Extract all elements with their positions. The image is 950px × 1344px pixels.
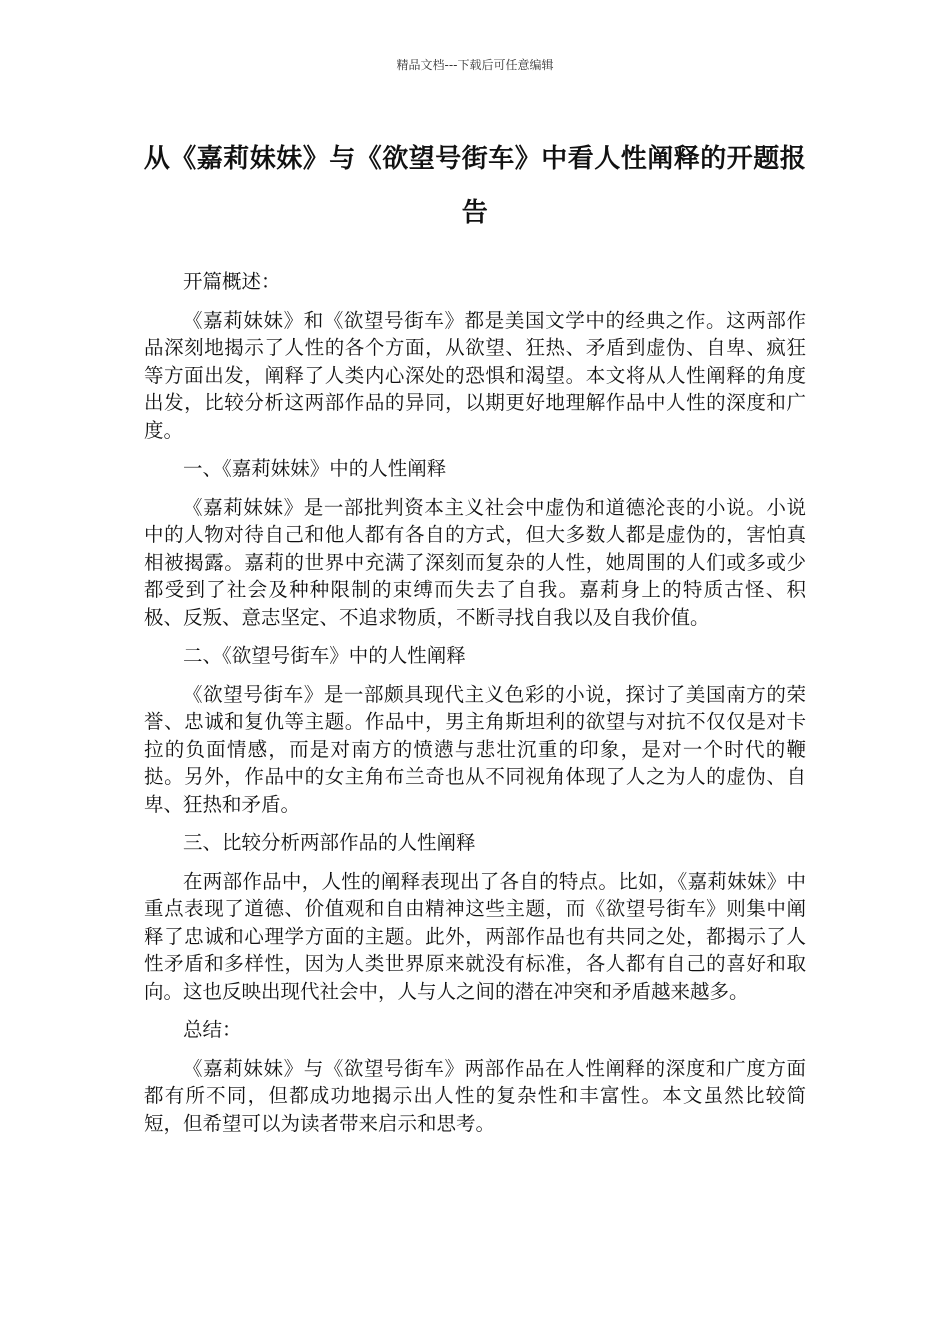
paragraph-summary: 《嘉莉妹妹》与《欲望号街车》两部作品在人性阐释的深度和广度方面都有所不同，但都成功地揭示出人性的复杂性和丰富性。本文虽然比较简短，但希望可以为读者带来启示和思考。 [144, 1056, 806, 1135]
document-title: 从《嘉莉妹妹》与《欲望号街车》中看人性阐释的开题报告 [143, 144, 807, 228]
document-body [144, 268, 806, 1148]
section-heading-summary: 总结： [183, 1018, 242, 1041]
section-heading-comparison: 三、比较分析两部作品的人性阐释 [183, 831, 476, 854]
paragraph-streetcar: 《欲望号街车》是一部颇具现代主义色彩的小说，探讨了美国南方的荣誉、忠诚和复仇等主题。作品中，男主角斯坦利的欲望与对抗不仅仅是对卡拉的负面情感，而是对南方的愤懑与悲壮沉重的印象，是对一个时代的鞭挞。另外，作品中的女主角布兰奇也从不同视角体现了人之为人的虚伪、自卑、狂热和矛盾。 [144, 682, 806, 816]
paragraph-overview: 《嘉莉妹妹》和《欲望号街车》都是美国文学中的经典之作。这两部作品深刻地揭示了人性的各个方面，从欲望、狂热、矛盾到虚伪、自卑、疯狂等方面出发，阐释了人类内心深处的恐惧和渴望。本文将从人性阐释的角度出发，比较分析这两部作品的异同，以期更好地理解作品中人性的深度和广度。 [144, 308, 806, 442]
section-heading-streetcar: 二、《欲望号街车》中的人性阐释 [183, 644, 466, 667]
paragraph-sister-carrie: 《嘉莉妹妹》是一部批判资本主义社会中虚伪和道德沦丧的小说。小说中的人物对待自己和他人都有各自的方式，但大多数人都是虚伪的，害怕真相被揭露。嘉莉的世界中充满了深刻而复杂的人性，她周围的人们或多或少都受到了社会及种种限制的束缚而失去了自我。嘉莉身上的特质古怪、积极、反叛、意志坚定、不追求物质，不断寻找自我以及自我价值。 [144, 495, 806, 629]
section-heading-overview: 开篇概述： [183, 270, 281, 293]
paragraph-comparison: 在两部作品中，人性的阐释表现出了各自的特点。比如，《嘉莉妹妹》中重点表现了道德、价值观和自由精神这些主题，而《欲望号街车》则集中阐释了忠诚和心理学方面的主题。此外，两部作品也有共同之处，都揭示了人性矛盾和多样性，因为人类世界原来就没有标准，各人都有自己的喜好和取向。这也反映出现代社会中，人与人之间的潜在冲突和矛盾越来越多。 [144, 869, 806, 1003]
page-header: 精品文档---下载后可任意编辑 [396, 58, 554, 72]
section-heading-sister-carrie: 一、《嘉莉妹妹》中的人性阐释 [183, 457, 447, 480]
